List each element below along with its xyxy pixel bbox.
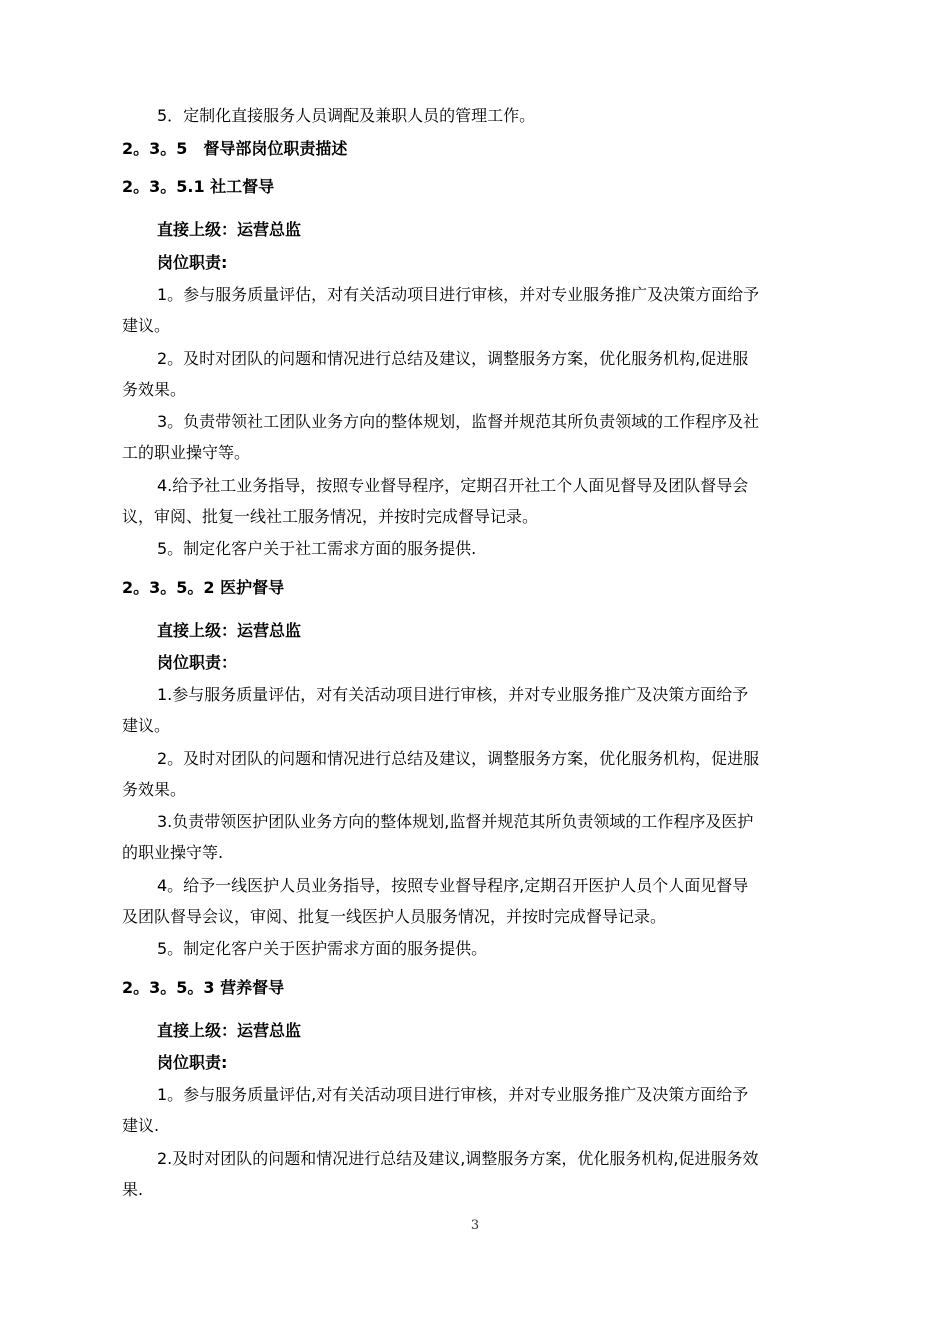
supervisor-line: 直接上级：运营总监 <box>157 220 302 239</box>
subsection-heading-social-work: 2。3。5.1 社工督导 <box>122 177 275 196</box>
supervisor-line: 直接上级：运营总监 <box>157 1021 302 1040</box>
duty-item-line: 5。制定化客户关于医护需求方面的服务提供。 <box>157 939 488 958</box>
duty-item-line: 的职业操守等. <box>122 843 224 862</box>
duty-item-line: 2。及时对团队的问题和情况进行总结及建议，调整服务方案，优化服务机构，促进服 <box>157 749 760 768</box>
section-heading: 2。3。5 督导部岗位职责描述 <box>122 139 348 158</box>
duty-item-line: 建议. <box>122 1116 160 1135</box>
duties-label: 岗位职责: <box>157 253 228 272</box>
duty-item-line: 1。参与服务质量评估，对有关活动项目进行审核，并对专业服务推广及决策方面给予 <box>157 285 760 304</box>
duty-item-line: 3.负责带领医护团队业务方向的整体规划,监督并规范其所负责领域的工作程序及医护 <box>157 812 754 831</box>
duty-item-line: 果. <box>122 1180 144 1199</box>
duties-label: 岗位职责： <box>157 653 238 672</box>
subsection-heading-medical: 2。3。5。2 医护督导 <box>122 578 285 597</box>
duty-item-line: 4。给予一线医护人员业务指导，按照专业督导程序,定期召开医护人员个人面见督导 <box>157 876 749 895</box>
duty-item-line: 及团队督导会议，审阅、批复一线医护人员服务情况，并按时完成督导记录。 <box>122 907 667 926</box>
duty-item-line: 5。制定化客户关于社工需求方面的服务提供. <box>157 539 477 558</box>
page-number: 3 <box>470 1218 480 1233</box>
duty-item-line: 务效果。 <box>122 380 187 399</box>
subsection-heading-nutrition: 2。3。5。3 营养督导 <box>122 978 285 997</box>
duty-item-line: 建议。 <box>122 716 171 735</box>
duty-item-line: 工的职业操守等。 <box>122 443 251 462</box>
duty-item-line: 3。负责带领社工团队业务方向的整体规划，监督并规范其所负责领域的工作程序及社 <box>157 412 760 431</box>
supervisor-line: 直接上级：运营总监 <box>157 621 302 640</box>
duty-item-line: 4.给予社工业务指导，按照专业督导程序，定期召开社工个人面见督导及团队督导会 <box>157 476 749 495</box>
duty-item-line: 建议。 <box>122 316 171 335</box>
duty-item-line: 2.及时对团队的问题和情况进行总结及建议,调整服务方案，优化服务机构,促进服务效 <box>157 1149 759 1168</box>
duty-item-line: 1.参与服务质量评估，对有关活动项目进行审核，并对专业服务推广及决策方面给予 <box>157 685 749 704</box>
duty-item-line: 议，审阅、批复一线社工服务情况，并按时完成督导记录。 <box>122 507 539 526</box>
intro-line: 5．定制化直接服务人员调配及兼职人员的管理工作。 <box>157 106 536 125</box>
duty-item-line: 2。及时对团队的问题和情况进行总结及建议，调整服务方案，优化服务机构,促进服 <box>157 349 749 368</box>
duty-item-line: 务效果。 <box>122 780 187 799</box>
duties-label: 岗位职责: <box>157 1053 228 1072</box>
duty-item-line: 1。参与服务质量评估,对有关活动项目进行审核，并对专业服务推广及决策方面给予 <box>157 1085 749 1104</box>
